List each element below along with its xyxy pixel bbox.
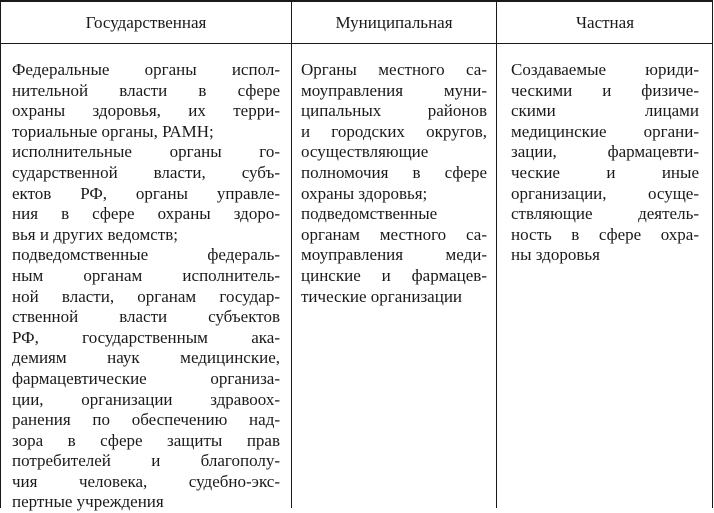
- cell-line: Федеральные органы испол-: [12, 60, 280, 79]
- cell-line: ность в сфере охра-: [511, 224, 699, 244]
- cell-line: ториальные органы, РАМН;: [12, 121, 214, 141]
- cell-line: зации, фармацевти-: [511, 142, 699, 162]
- cell-private: [511, 60, 699, 266]
- cell-line: исполнительные органы го-: [12, 142, 280, 162]
- header-private: Частная: [575, 12, 635, 32]
- cell-line: цинские и фармацев-: [301, 265, 487, 285]
- cell-line: Органы местного са-: [301, 60, 487, 79]
- cell-line: ектов РФ, органы управле-: [12, 183, 280, 203]
- cell-line: Создаваемые юриди-: [511, 60, 699, 79]
- cell-line: подведомственные: [301, 204, 438, 224]
- cell-line: РФ, государственным ака-: [12, 327, 280, 347]
- cell-line: полномочия в сфере: [301, 162, 487, 182]
- cell-line: ческими и физиче-: [511, 80, 699, 100]
- cell-line: охраны здоровья;: [301, 183, 428, 203]
- cell-line: демиям наук медицинские,: [12, 348, 280, 368]
- cell-line: потребителей и благополу-: [12, 451, 280, 471]
- cell-line: ны здоровья: [511, 245, 600, 265]
- column-divider-2: [496, 0, 497, 508]
- cell-line: моуправления меди-: [301, 245, 487, 265]
- header-divider: [0, 43, 713, 44]
- cell-line: подведомственные федераль-: [12, 245, 280, 265]
- cell-line: медицинские органи-: [511, 121, 699, 141]
- column-divider-1: [291, 0, 292, 508]
- cell-line: чия человека, судебно-экс-: [12, 471, 280, 491]
- cell-line: ствляющие деятель-: [511, 204, 699, 224]
- cell-line: и городских округов,: [301, 121, 487, 141]
- cell-line: сударственной власти, субъ-: [12, 162, 280, 182]
- cell-line: вья и других ведомств;: [12, 224, 178, 244]
- cell-line: органам местного са-: [301, 224, 487, 244]
- cell-line: ной власти, органам государ-: [12, 286, 280, 306]
- cell-line: ческие и иные: [511, 162, 699, 182]
- cell-line: ципальных районов: [301, 101, 487, 121]
- cell-line: ственной власти субъектов: [12, 307, 280, 327]
- cell-line: фармацевтические организа-: [12, 368, 280, 388]
- cell-line: тические организации: [301, 286, 463, 306]
- cell-line: охраны здоровья, их терри-: [12, 101, 280, 121]
- cell-line: зора в сфере защиты прав: [12, 430, 280, 450]
- cell-state: [12, 60, 280, 513]
- cell-line: моуправления муни-: [301, 80, 487, 100]
- cell-line: организации, осуще-: [511, 183, 699, 203]
- cell-line: ранения по обеспечению над-: [12, 410, 280, 430]
- cell-line: ным органам исполнитель-: [12, 265, 280, 285]
- cell-line: нительной власти в сфере: [12, 80, 280, 100]
- cell-municipal: [301, 60, 487, 307]
- cell-line: пертные учреждения: [12, 492, 164, 512]
- header-municipal: Муниципальная: [335, 12, 453, 32]
- cell-line: осуществляющие: [301, 142, 429, 162]
- cell-line: скими лицами: [511, 101, 699, 121]
- cell-line: ции, организации здравоох-: [12, 389, 280, 409]
- header-state: Государственная: [85, 12, 207, 32]
- cell-line: ния в сфере охраны здоро-: [12, 204, 280, 224]
